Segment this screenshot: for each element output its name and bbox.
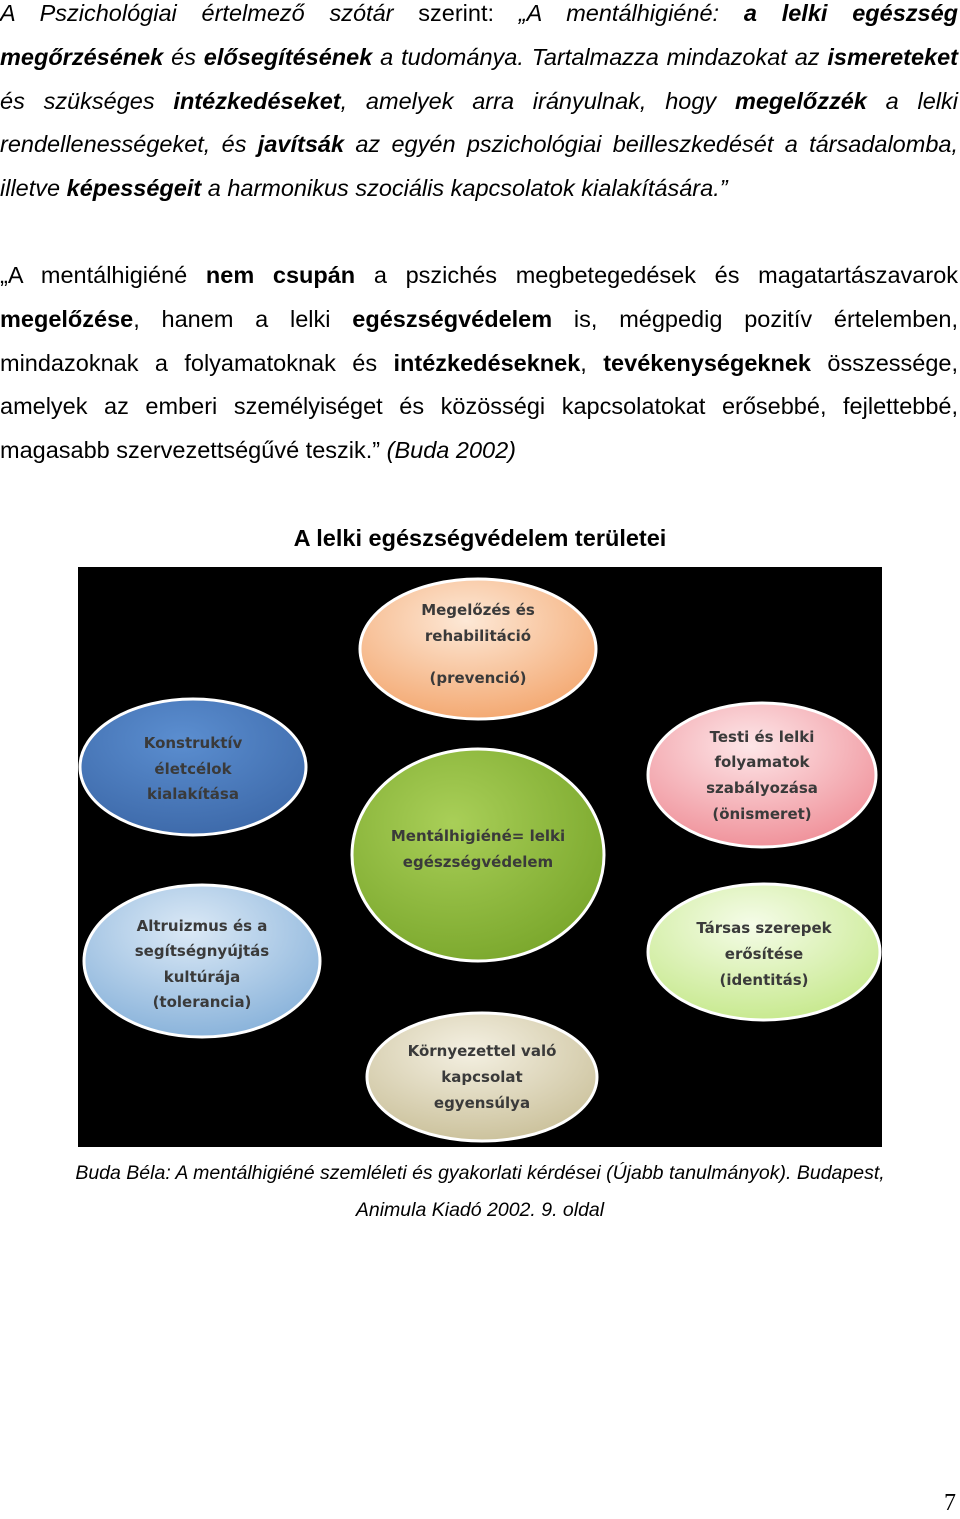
bold-term: ismereteket — [827, 43, 958, 70]
text-span: a harmonikus szociális kapcsolatok kialakítására.” — [201, 175, 728, 202]
node-bottom-right — [648, 884, 880, 1020]
node-top-right-line4: (önismeret) — [712, 805, 812, 823]
caption-line-1: Buda Béla: A mentálhigiéné szemléleti és gyakorlati kérdései (Újabb tanulmányok). Budapest, — [75, 1162, 885, 1184]
node-center — [352, 749, 604, 961]
bold-term: elősegítésének — [203, 43, 373, 70]
node-bottom-left-line4: (tolerancia) — [152, 993, 252, 1011]
node-top-right-line3: szabályozása — [706, 779, 818, 797]
text-span: A — [0, 0, 40, 26]
node-bottom — [367, 1013, 597, 1141]
text-span: a pszichés megbetegedések és magatartászavarok — [355, 262, 959, 288]
text-span: a lelki rendellenességeket, és — [0, 87, 959, 158]
text-span: szerint: — [393, 0, 519, 26]
bold-term: javítsák — [257, 131, 345, 158]
node-top — [360, 579, 596, 719]
node-bottom-left-line3: kultúrája — [163, 968, 241, 986]
node-bottom-right-line3: (identitás) — [719, 971, 809, 989]
bold-term: megelőzése — [0, 305, 134, 332]
mental-health-diagram — [78, 567, 882, 1147]
text-span: az egyén pszichológiai beilleszkedését a társadalomba, illetve — [0, 131, 958, 202]
bold-term: intézkedéseknek — [393, 349, 581, 376]
text-span: Pszichológiai értelmező szótár — [39, 0, 394, 26]
node-bottom-left-line2: segítségnyújtás — [134, 942, 270, 960]
text-span: és szükséges — [0, 87, 174, 114]
page-number: 7 — [944, 1490, 956, 1516]
node-center-line2: egészségvédelem — [402, 853, 554, 871]
text-span: „A mentálhigiéné — [0, 262, 206, 288]
node-top-shape — [360, 579, 596, 719]
text-span: is, mégpedig pozitív értelemben, mindazoknak a folyamatoknak és — [0, 305, 958, 376]
node-bottom-right-line1: Társas szerepek — [696, 919, 832, 937]
node-top-left — [80, 699, 306, 835]
text-span: a tudománya. Tartalmazza mindazokat az — [372, 43, 828, 70]
text-span: , amelyek arra irányulnak, hogy — [340, 87, 735, 114]
node-top-right-line1: Testi és lelki — [709, 728, 815, 746]
node-top-line2: rehabilitáció — [424, 627, 532, 645]
node-top-left-line3: kialakítása — [147, 785, 239, 803]
quote-paragraph — [0, 254, 958, 473]
bold-term: tevékenységeknek — [603, 349, 811, 376]
text-span: , — [580, 349, 604, 376]
text-span: , hanem a lelki — [133, 305, 353, 332]
bold-term: intézkedéseket — [173, 87, 341, 114]
definition-paragraph — [0, 0, 958, 211]
node-bottom-left-line1: Altruizmus és a — [136, 917, 268, 935]
text-span: „A mentálhigiéné: — [518, 0, 744, 26]
node-bottom-line3: egyensúlya — [433, 1094, 531, 1112]
node-bottom-left — [84, 885, 320, 1037]
citation: (Buda 2002) — [386, 437, 516, 464]
node-bottom-left-shape — [84, 885, 320, 1037]
bold-term: képességeit — [66, 175, 202, 202]
node-top-left-line2: életcélok — [154, 760, 232, 778]
bold-term: megelőzzék — [734, 87, 867, 114]
node-top-line3: (prevenció) — [429, 669, 527, 687]
bold-term: nem csupán — [205, 262, 356, 288]
bold-term: egészségvédelem — [352, 305, 553, 332]
figure-caption — [0, 1155, 960, 1229]
node-top-line1: Megelőzés és — [421, 601, 535, 619]
node-top-right-line2: folyamatok — [714, 753, 810, 771]
node-top-right-shape — [648, 703, 876, 847]
node-bottom-right-line2: erősítése — [724, 945, 804, 963]
node-top-right — [648, 703, 876, 847]
node-center-line1: Mentálhigiéné= lelki — [390, 827, 566, 845]
caption-line-2: Animula Kiadó 2002. 9. oldal — [355, 1199, 605, 1221]
node-top-left-line1: Konstruktív — [143, 734, 243, 752]
text-span: és — [163, 43, 204, 70]
bold-term: a lelki egészség megőrzésének — [0, 0, 959, 70]
text-span: összessége, amelyek az emberi személyiséget és közösségi kapcsolatokat erősebbé, fejlettebbé, magasabb szervezettségűvé teszik.” — [0, 349, 958, 464]
node-bottom-line1: Környezettel való — [407, 1042, 557, 1060]
section-heading: A lelki egészségvédelem területei — [293, 525, 667, 551]
node-bottom-line2: kapcsolat — [441, 1068, 523, 1086]
